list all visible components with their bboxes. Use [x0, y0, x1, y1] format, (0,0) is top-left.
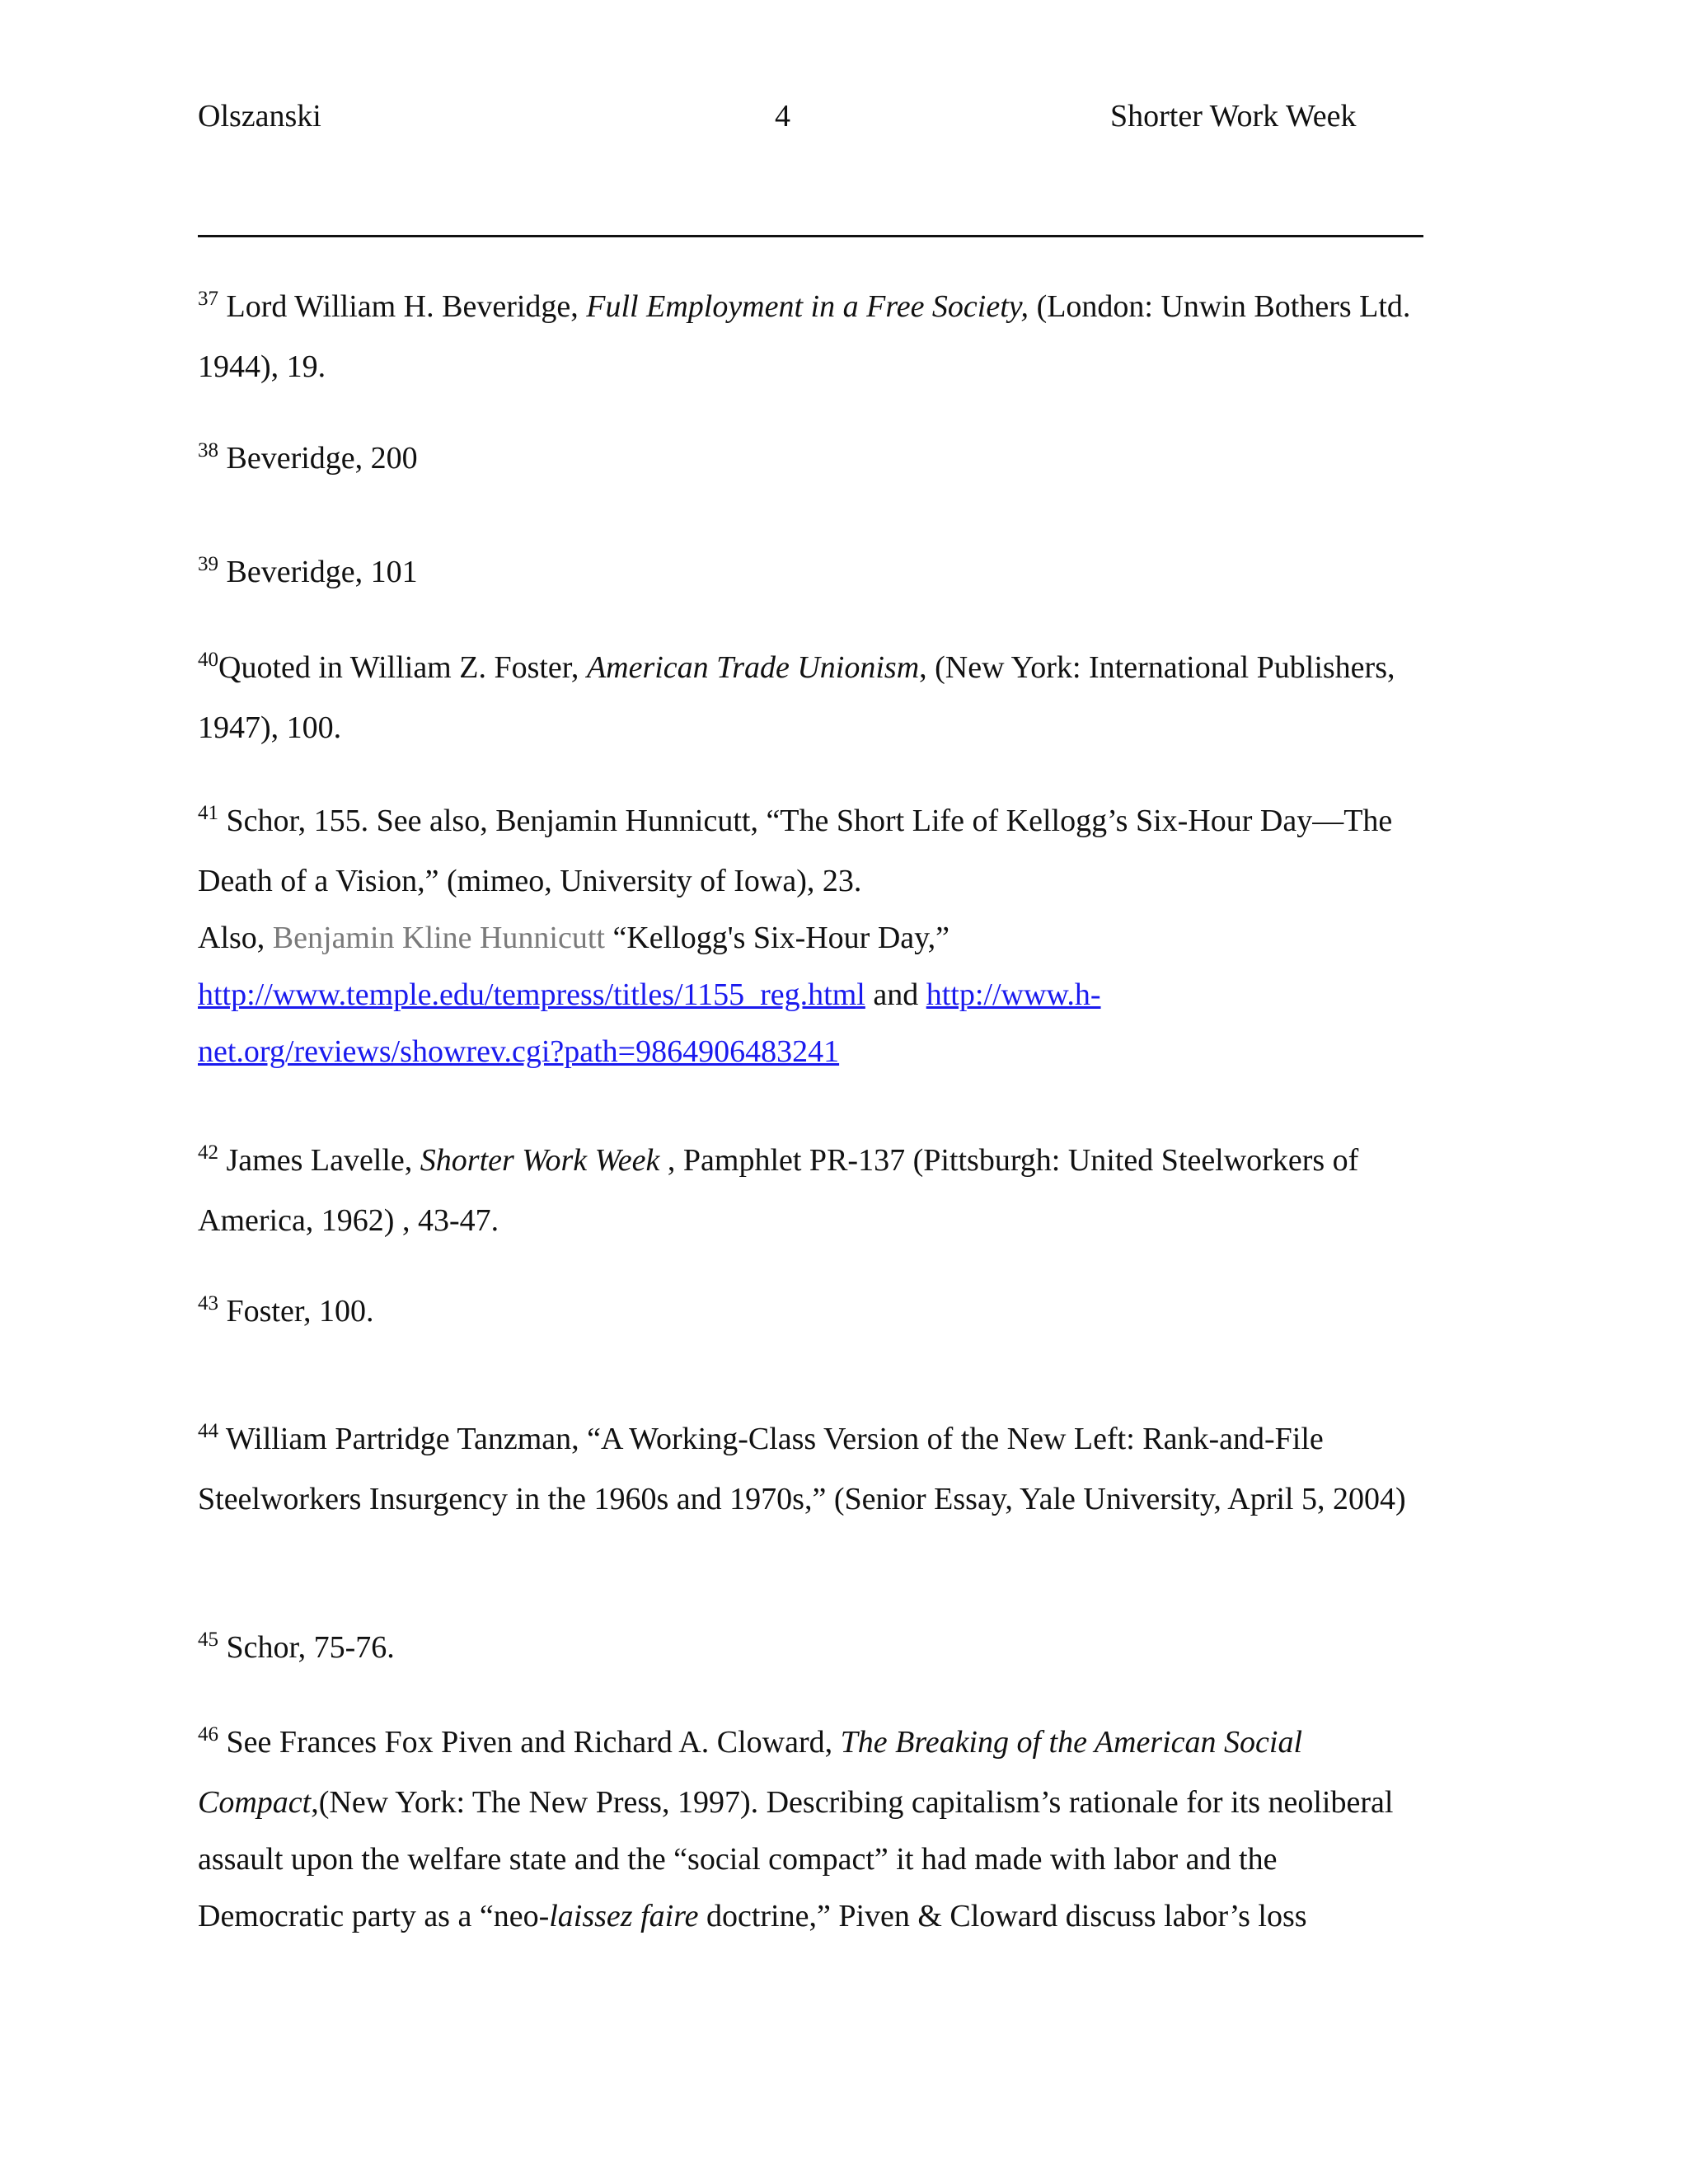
- temple-press-link[interactable]: http://www.temple.edu/tempress/titles/1155_reg.html: [198, 977, 865, 1012]
- h-net-review-link[interactable]: http://www.h-net.org/reviews/showrev.cgi?path=9864906483241: [198, 977, 1101, 1069]
- footnote-text: Beveridge, 200: [218, 441, 418, 476]
- footnote-number: 38: [198, 439, 218, 462]
- footnote-38: [198, 430, 1426, 490]
- footnote-39: [198, 544, 1426, 604]
- running-head-author: Olszanski: [198, 99, 321, 134]
- footnote-text: (London: Unwin Bothers Ltd. 1944), 19.: [198, 289, 1411, 384]
- footnote-number: 45: [198, 1629, 218, 1651]
- footnote-43: [198, 1283, 1426, 1343]
- footnote-44: [198, 1411, 1426, 1528]
- footnote-text: Quoted in William Z. Foster,: [218, 650, 587, 685]
- footnote-number: 40: [198, 649, 218, 671]
- footnote-text: Lord William H. Beveridge,: [218, 289, 587, 324]
- book-title: Full Employment in a Free Society,: [586, 289, 1029, 324]
- footnote-text: , (New York: International Publishers, 1947), 100.: [198, 650, 1395, 745]
- footnote-separator: [198, 235, 1423, 237]
- footnote-number: 44: [198, 1420, 218, 1442]
- footnote-text: Foster, 100.: [218, 1294, 374, 1329]
- author-name: Benjamin Kline Hunnicutt: [272, 921, 605, 955]
- footnote-number: 43: [198, 1292, 218, 1315]
- footnote-40: [198, 640, 1426, 757]
- italic-term: laissez faire: [549, 1899, 699, 1933]
- footnote-37: [198, 279, 1426, 396]
- footnote-text: Schor, 75-76.: [218, 1630, 395, 1665]
- footnote-text: and: [865, 977, 926, 1012]
- footnote-text: Beveridge, 101: [218, 555, 418, 589]
- footnote-text: Schor, 155. See also, Benjamin Hunnicutt, “The Short Life of Kellogg’s Six-Hour Day—The Death of a Vision,” (mimeo, University of Iowa), 23.: [198, 804, 1393, 898]
- footnote-number: 37: [198, 288, 218, 310]
- footnote-text: See Frances Fox Piven and Richard A. Cloward,: [218, 1725, 841, 1760]
- footnote-41: [198, 793, 1426, 1080]
- footnote-42: [198, 1132, 1426, 1249]
- footnote-45: [198, 1619, 1426, 1680]
- footnote-number: 39: [198, 553, 218, 575]
- book-title: American Trade Unionism: [586, 650, 920, 685]
- book-title: The Breaking of the American Social Compact: [198, 1725, 1302, 1820]
- pamphlet-title: Shorter Work Week: [420, 1143, 660, 1178]
- footnote-number: 42: [198, 1141, 218, 1164]
- footnote-text: , Pamphlet PR-137 (Pittsburgh: United Steelworkers of America, 1962) , 43-47.: [198, 1143, 1359, 1238]
- footnote-text: ,(New York: The New Press, 1997). Describing capitalism’s rationale for its neoliberal assault upon the welfare state and the “social compact” it had made with labor and the Democratic party as a “neo-: [198, 1785, 1394, 1933]
- footnote-text: “Kellogg's Six-Hour Day,”: [604, 921, 950, 955]
- footnote-text: James Lavelle,: [218, 1143, 420, 1178]
- footnote-text: William Partridge Tanzman, “A Working-Class Version of the New Left: Rank-and-File Steelworkers Insurgency in the 1960s and 1970s,” (Senior Essay, Yale University, April 5, 2004): [198, 1422, 1406, 1516]
- footnote-number: 46: [198, 1723, 218, 1746]
- footnote-text: doctrine,” Piven & Cloward discuss labor’s loss: [698, 1899, 1307, 1933]
- running-head-title: Shorter Work Week: [1110, 99, 1357, 134]
- page-number: 4: [775, 99, 790, 134]
- footnote-text: Also,: [198, 921, 273, 955]
- footnote-number: 41: [198, 802, 218, 824]
- footnote-46: [198, 1714, 1426, 1945]
